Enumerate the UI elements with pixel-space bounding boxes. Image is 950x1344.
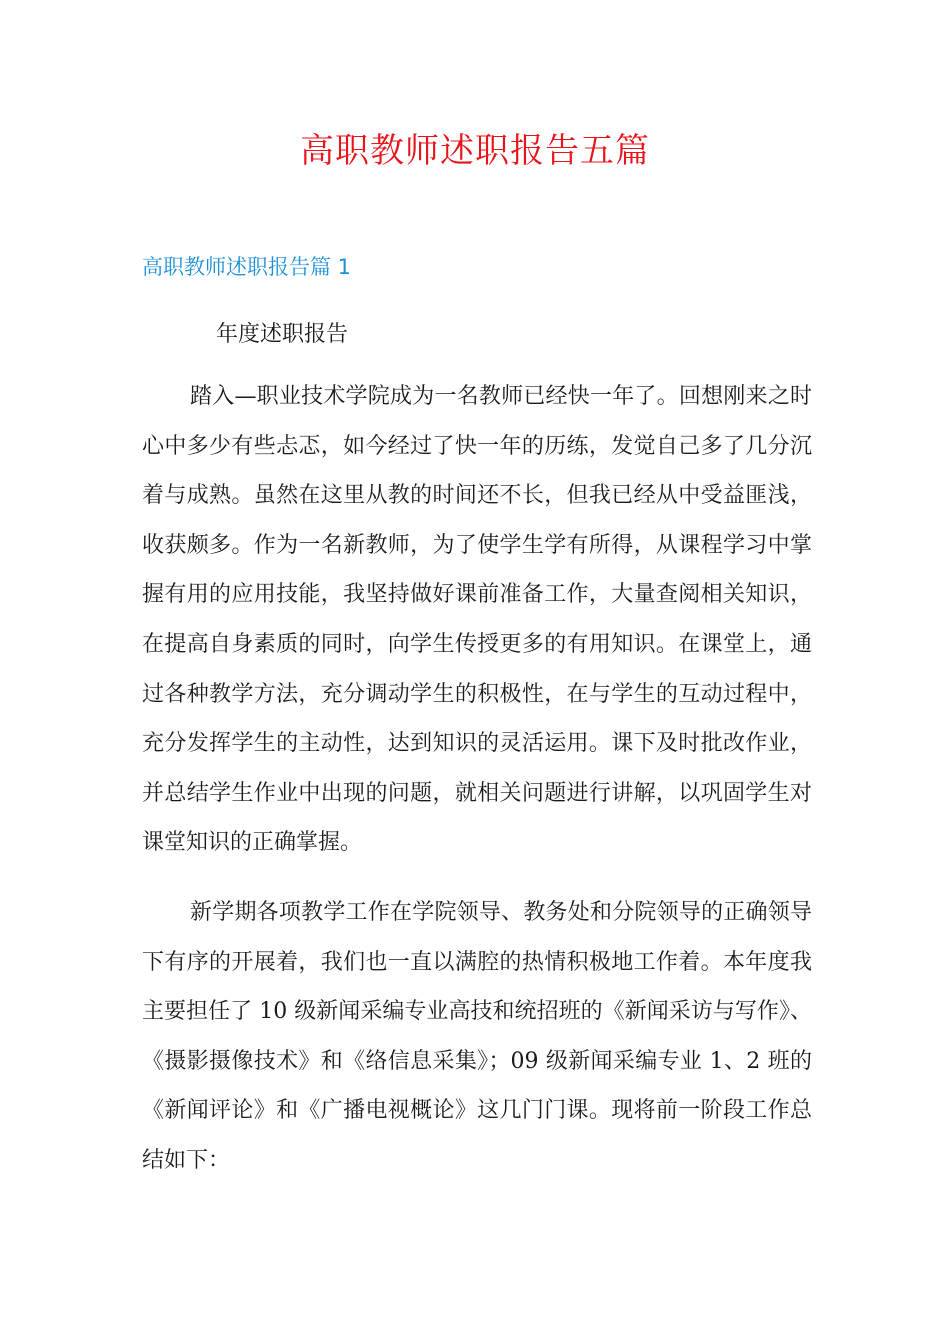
section-heading: 高职教师述职报告篇 1 — [142, 255, 352, 279]
document-title: 高职教师述职报告五篇 — [300, 131, 650, 171]
body-paragraph: 踏入—职业技术学院成为一名教师已经快一年了。回想刚来之时心中多少有些忐忑，如今经过了快一年的历练，发觉自己多了几分沉着与成熟。虽然在这里从教的时间还不长，但我已经从中受益匪浅，收获颇多。作为一名新教师，为了使学生学有所得，从课程学习中掌握有用的应用技能，我坚持做好课前准备工作，大量查阅相关知识，在提高自身素质的同时，向学生传授更多的有用知识。在课堂上，通过各种教学方法，充分调动学生的积极性，在与学生的互动过程中，充分发挥学生的主动性，达到知识的灵活运用。课下及时批改作业，并总结学生作业中出现的问题，就相关问题进行讲解，以巩固学生对课堂知识的正确掌握。 — [142, 384, 812, 856]
body-paragraph: 新学期各项教学工作在学院领导、教务处和分院领导的正确领导下有序的开展着，我们也一直以满腔的热情积极地工作着。本年度我主要担任了 10 级新闻采编专业高技和统招班的《新闻采访与写作》、《摄影摄像技术》和《络信息采集》；09 级新闻采编专业 1、2 班的《新闻评论》和《广播电视概论》这几门门课。现将前一阶段工作总结如下： — [142, 900, 812, 1173]
subheading: 年度述职报告 — [216, 322, 349, 347]
